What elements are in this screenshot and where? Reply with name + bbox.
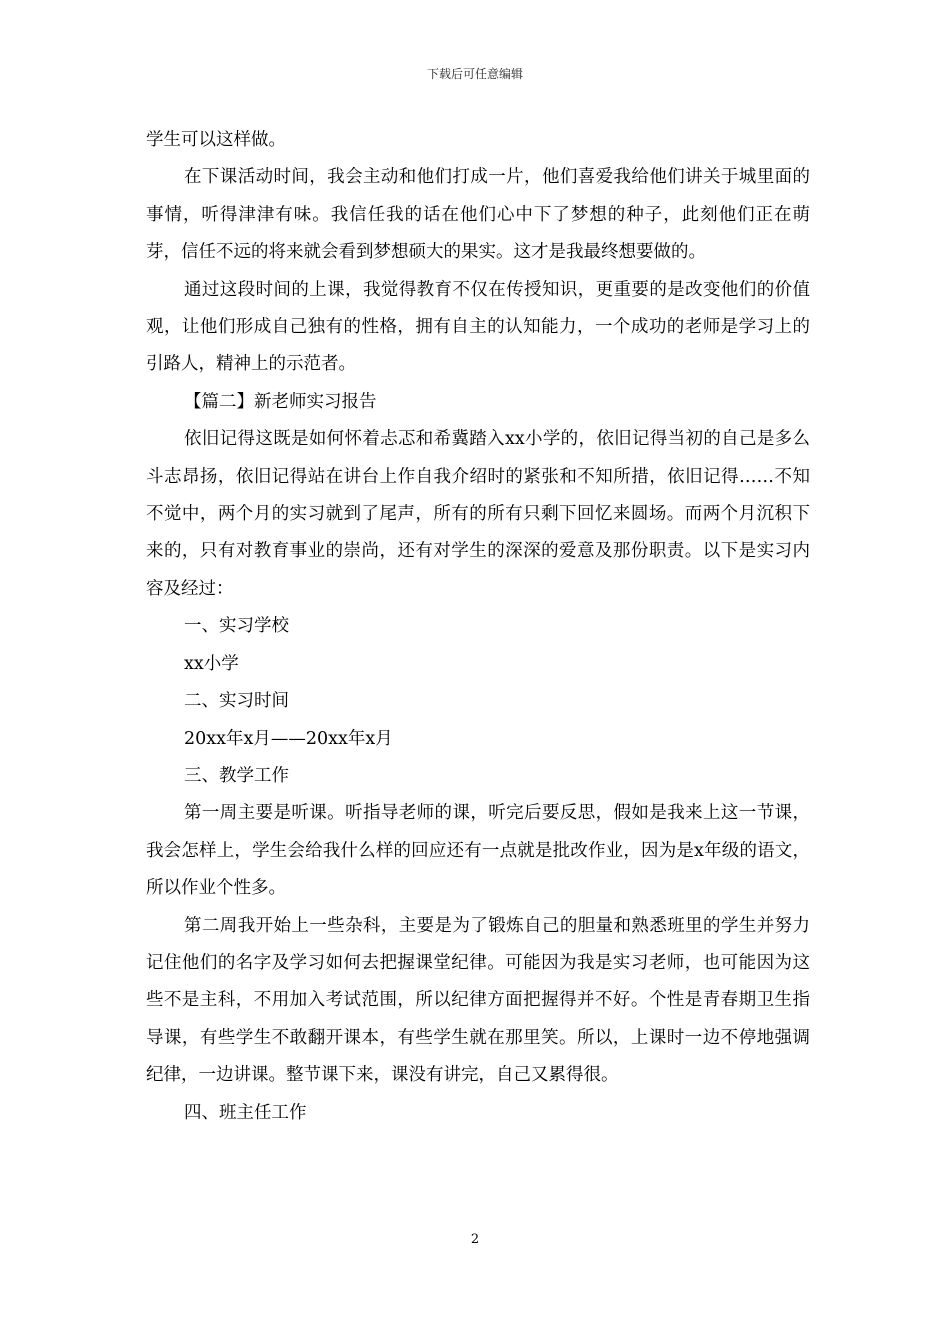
paragraph: 一、实习学校 xyxy=(184,616,289,637)
paragraph: 通过这段时间的上课，我觉得教育不仅在传授知识，更重要的是改变他们的价值观，让他们形成自己独有的性格，拥有自主的认知能力，一个成功的老师是学习上的引路人，精神上的示范者。 xyxy=(146,279,810,375)
paragraph: 20xx年x月——20xx年x月 xyxy=(184,728,393,749)
page-number: 2 xyxy=(470,1232,480,1247)
paragraph: 【篇二】新老师实习报告 xyxy=(184,391,377,412)
page-header: 下载后可任意编辑 xyxy=(426,67,523,81)
paragraph: 第一周主要是听课。听指导老师的课，听完后要反思，假如是我来上这一节课，我会怎样上，学生会给我什么样的回应还有一点就是批改作业，因为是x年级的语文，所以作业个性多。 xyxy=(146,803,810,899)
paragraph: 学生可以这样做。 xyxy=(146,130,286,150)
paragraph: 二、实习时间 xyxy=(184,691,289,712)
paragraph: 四、班主任工作 xyxy=(184,1102,307,1123)
paragraph: 第二周我开始上一些杂科，主要是为了锻炼自己的胆量和熟悉班里的学生并努力记住他们的名字及学习如何去把握课堂纪律。可能因为我是实习老师，也可能因为这些不是主科，不用加入考试范围，所以纪律方面把握得并不好。个性是青春期卫生指导课，有些学生不敢翻开课本，有些学生就在那里笑。所以，上课时一边不停地强调纪律，一边讲课。整节课下来，课没有讲完，自己又累得很。 xyxy=(146,915,810,1086)
document-body xyxy=(146,122,810,1132)
paragraph: 在下课活动时间，我会主动和他们打成一片，他们喜爱我给他们讲关于城里面的事情，听得津津有味。我信任我的话在他们心中下了梦想的种子，此刻他们正在萌芽，信任不远的将来就会看到梦想硕大的果实。这才是我最终想要做的。 xyxy=(146,167,810,263)
paragraph: xx小学 xyxy=(184,653,239,674)
paragraph: 三、教学工作 xyxy=(184,765,289,786)
paragraph: 依旧记得这既是如何怀着忐忑和希冀踏入xx小学的，依旧记得当初的自己是多么斗志昂扬，依旧记得站在讲台上作自我介绍时的紧张和不知所措，依旧记得……不知不觉中，两个月的实习就到了尾声，所有的所有只剩下回忆来圆场。而两个月沉积下来的，只有对教育事业的崇尚，还有对学生的深深的爱意及那份职责。以下是实习内容及经过： xyxy=(146,429,810,599)
